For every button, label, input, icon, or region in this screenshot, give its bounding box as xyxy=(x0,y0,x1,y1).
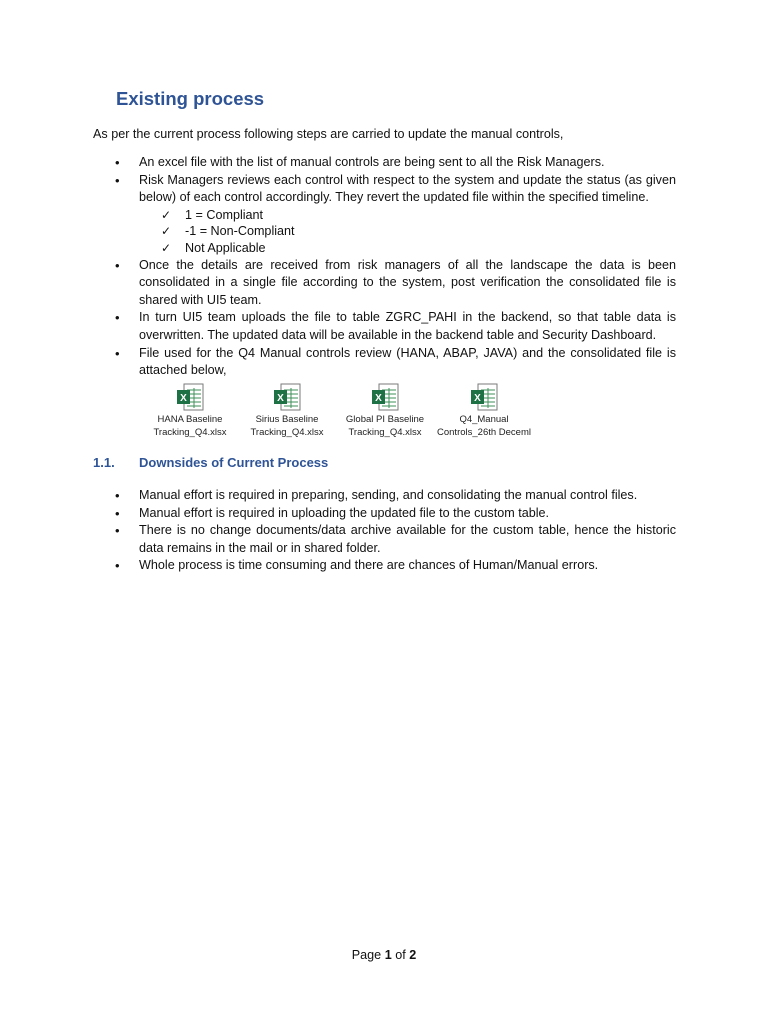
step-text: File used for the Q4 Manual controls review (HANA, ABAP, JAVA) and the consolidated file is attached below, xyxy=(139,345,676,378)
checkmark-icon: ✓ xyxy=(161,224,172,239)
status-option-label: Not Applicable xyxy=(185,240,266,255)
excel-file-icon xyxy=(175,383,205,411)
excel-file-icon xyxy=(370,383,400,411)
downside-text: Manual effort is required in preparing, sending, and consolidating the manual control files. xyxy=(139,488,638,502)
list-item xyxy=(93,557,676,575)
status-option-label: 1 = Compliant xyxy=(185,207,264,222)
attachment-name-line2: Tracking_Q4.xlsx xyxy=(153,426,227,438)
page-label: Page xyxy=(351,948,385,962)
svg-text:X: X xyxy=(180,393,187,404)
page-of: of xyxy=(391,948,410,962)
list-item xyxy=(93,154,676,172)
attachment-name-line1: Sirius Baseline xyxy=(255,414,319,425)
list-item xyxy=(93,505,676,523)
attachment-global-pi-baseline[interactable] xyxy=(335,383,435,439)
attachment-sirius-baseline[interactable] xyxy=(237,383,337,439)
list-item xyxy=(93,487,676,505)
page-footer xyxy=(0,948,768,962)
list-item xyxy=(93,522,676,557)
attachment-name-line1: HANA Baseline xyxy=(157,414,223,425)
list-item xyxy=(93,309,676,344)
attachment-name-line2: Controls_26th Deceml xyxy=(437,426,531,438)
step-text: Once the details are received from risk managers of all the landscape the data is been consolidated in a single file according to the system, post verification the consolidated file is shared with UI5 team. xyxy=(139,257,676,307)
downsides-list xyxy=(93,487,676,575)
excel-file-icon xyxy=(272,383,302,411)
status-option xyxy=(139,207,676,224)
step-text: Risk Managers reviews each control with respect to the system and update the status (as given below) of each control accordingly. They revert the updated file within the specified timeline. xyxy=(139,172,676,205)
attachment-q4-manual-controls[interactable] xyxy=(434,383,534,439)
checkmark-icon: ✓ xyxy=(161,207,172,222)
attachments-row xyxy=(140,383,700,443)
attachment-name-line1: Q4_Manual xyxy=(459,414,509,425)
downside-text: Whole process is time consuming and there are chances of Human/Manual errors. xyxy=(139,558,599,573)
step-text: An excel file with the list of manual controls are being sent to all the Risk Managers. xyxy=(139,155,605,169)
section-number: 1.1. xyxy=(93,455,115,470)
status-option xyxy=(139,240,676,257)
intro-paragraph: As per the current process following steps are carried to update the manual controls, xyxy=(93,127,564,141)
attachment-name-line1: Global PI Baseline xyxy=(345,414,425,425)
attachment-name-line2: Tracking_Q4.xlsx xyxy=(348,426,422,438)
svg-text:X: X xyxy=(474,393,481,404)
downside-text: Manual effort is required in uploading the updated file to the custom table. xyxy=(139,505,550,520)
page-current: 1 xyxy=(384,948,392,962)
page-total: 2 xyxy=(409,948,417,962)
attachment-name-line2: Tracking_Q4.xlsx xyxy=(250,426,324,438)
list-item xyxy=(93,345,676,380)
step-text: In turn UI5 team uploads the file to table ZGRC_PAHI in the backend, so that table data is overwritten. The updated data will be available in the backend table and Security Dashboard. xyxy=(139,310,676,342)
status-option xyxy=(139,223,676,240)
excel-file-icon xyxy=(469,383,499,411)
section-heading: Existing process xyxy=(116,88,265,109)
attachment-hana-baseline[interactable] xyxy=(140,383,240,439)
list-item xyxy=(93,257,676,310)
svg-text:X: X xyxy=(375,393,382,404)
checkmark-icon: ✓ xyxy=(161,240,172,255)
section-title: Downsides of Current Process xyxy=(139,455,329,470)
svg-text:X: X xyxy=(277,393,284,404)
list-item xyxy=(93,172,676,257)
process-steps-list xyxy=(93,154,676,380)
downsides-heading xyxy=(93,455,328,470)
status-options-list xyxy=(139,207,676,257)
status-option-label: -1 = Non-Compliant xyxy=(185,224,295,239)
downside-text: There is no change documents/data archive available for the custom table, hence the historic data remains in the mail or in shared folder. xyxy=(139,523,676,555)
